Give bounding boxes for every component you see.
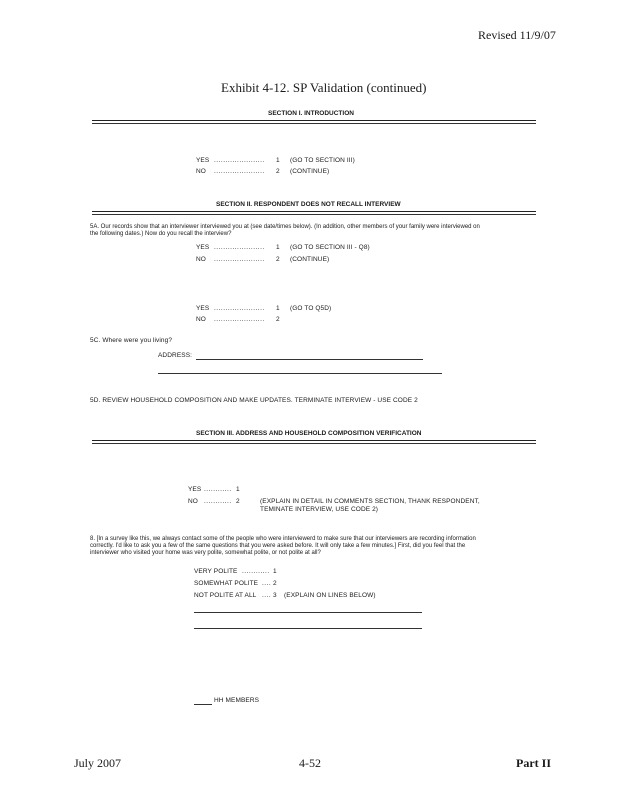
- section-2-rule: [92, 211, 536, 212]
- q5a-text-line2: the following dates.) Now do you recall the interview?: [90, 231, 232, 237]
- hh-members-label: HH MEMBERS: [214, 697, 260, 704]
- q5b-no-dots: ......................: [214, 316, 265, 323]
- explain-line-1[interactable]: [194, 612, 422, 613]
- q5d-text: 5D. REVIEW HOUSEHOLD COMPOSITION AND MAKE UPDATES. TERMINATE INTERVIEW - USE CODE 2: [90, 397, 418, 404]
- revised-date: Revised 11/9/07: [478, 28, 556, 42]
- s3-no-instruction-1: (EXPLAIN IN DETAIL IN COMMENTS SECTION, THANK RESPONDENT,: [260, 498, 480, 505]
- q5a-yes-dots: ......................: [214, 244, 265, 251]
- footer-date: July 2007: [74, 756, 122, 770]
- explain-line-2[interactable]: [194, 628, 422, 629]
- q8-somewhat-polite-code[interactable]: 2: [273, 580, 277, 587]
- q5a-no-instruction: (CONTINUE): [290, 256, 330, 263]
- s1-no-code[interactable]: 2: [276, 168, 280, 175]
- q5a-yes-label: YES: [196, 244, 210, 251]
- section-2-rule-thin: [92, 214, 536, 215]
- q5a-no-code[interactable]: 2: [276, 256, 280, 263]
- q5a-text-line1: 5A. Our records show that an interviewer interviewed you at (see date/times below). (In addition, other members of your family were interviewed on: [90, 224, 480, 230]
- section-1-rule: [92, 120, 536, 121]
- q5a-no-dots: ......................: [214, 256, 265, 263]
- s3-yes-label: YES: [188, 486, 202, 493]
- s1-yes-dots: ......................: [214, 157, 265, 164]
- q8-very-polite-code[interactable]: 1: [273, 568, 277, 575]
- q8-somewhat-polite-label: SOMEWHAT POLITE: [194, 580, 259, 587]
- q5b-yes-instruction: (GO TO Q5D): [290, 305, 332, 312]
- q8-not-polite-instruction: (EXPLAIN ON LINES BELOW): [284, 592, 376, 599]
- s1-no-dots: ......................: [214, 168, 265, 175]
- q8-not-polite-dots: ....: [262, 592, 272, 599]
- q8-very-polite-label: VERY POLITE: [194, 568, 238, 575]
- page-title: Exhibit 4-12. SP Validation (continued): [221, 80, 427, 95]
- q5a-yes-code[interactable]: 1: [276, 244, 280, 251]
- s1-yes-instruction: (GO TO SECTION III): [290, 157, 355, 164]
- q5a-yes-instruction: (GO TO SECTION III - Q8): [290, 244, 370, 251]
- s3-no-code[interactable]: 2: [236, 498, 240, 505]
- q5b-yes-label: YES: [196, 305, 210, 312]
- s3-no-label: NO: [188, 498, 198, 505]
- section-1-heading: SECTION I. INTRODUCTION: [268, 110, 354, 117]
- s3-yes-code[interactable]: 1: [236, 486, 240, 493]
- s1-no-label: NO: [196, 168, 206, 175]
- q8-not-polite-label: NOT POLITE AT ALL: [194, 592, 257, 599]
- q8-text-line3: interviewer who visited your home was very polite, somewhat polite, or not polite at all?: [90, 550, 321, 556]
- s1-no-instruction: (CONTINUE): [290, 168, 330, 175]
- q5b-yes-code[interactable]: 1: [276, 305, 280, 312]
- section-3-rule: [92, 440, 536, 441]
- q5b-no-code[interactable]: 2: [276, 316, 280, 323]
- address-input-line-2[interactable]: [158, 373, 442, 374]
- q5a-no-label: NO: [196, 256, 206, 263]
- section-3-rule-thin: [92, 443, 536, 444]
- s3-no-instruction-2: TEMINATE INTERVIEW, USE CODE 2): [260, 506, 379, 513]
- s3-no-dots: ............: [204, 498, 232, 505]
- q5b-yes-dots: ......................: [214, 305, 265, 312]
- section-1-rule-thin: [92, 123, 536, 124]
- footer-part: Part II: [516, 756, 551, 770]
- footer-page-number: 4-52: [299, 756, 321, 770]
- hh-members-blank[interactable]: [194, 704, 212, 705]
- q8-text-line2: correctly. I'd like to ask you a few of the same questions that you were asked before. It will only take a few minutes.] First, did you feel that the: [90, 543, 466, 549]
- q5c-text: 5C. Where were you living?: [90, 337, 173, 344]
- q8-not-polite-code[interactable]: 3: [273, 592, 277, 599]
- q5b-no-label: NO: [196, 316, 206, 323]
- address-label: ADDRESS:: [158, 352, 193, 359]
- section-2-heading: SECTION II. RESPONDENT DOES NOT RECALL INTERVIEW: [216, 201, 401, 208]
- q8-somewhat-polite-dots: ....: [262, 580, 272, 587]
- s3-yes-dots: ............: [204, 486, 232, 493]
- address-input-line-1[interactable]: [196, 359, 423, 360]
- s1-yes-code[interactable]: 1: [276, 157, 280, 164]
- section-3-heading: SECTION III. ADDRESS AND HOUSEHOLD COMPOSITION VERIFICATION: [196, 430, 422, 437]
- s1-yes-label: YES: [196, 157, 210, 164]
- q8-text-line1: 8. [In a survey like this, we always contact some of the people who were interviewerd to make sure that our interviewers are recording information: [90, 536, 476, 542]
- q8-very-polite-dots: ............: [242, 568, 270, 575]
